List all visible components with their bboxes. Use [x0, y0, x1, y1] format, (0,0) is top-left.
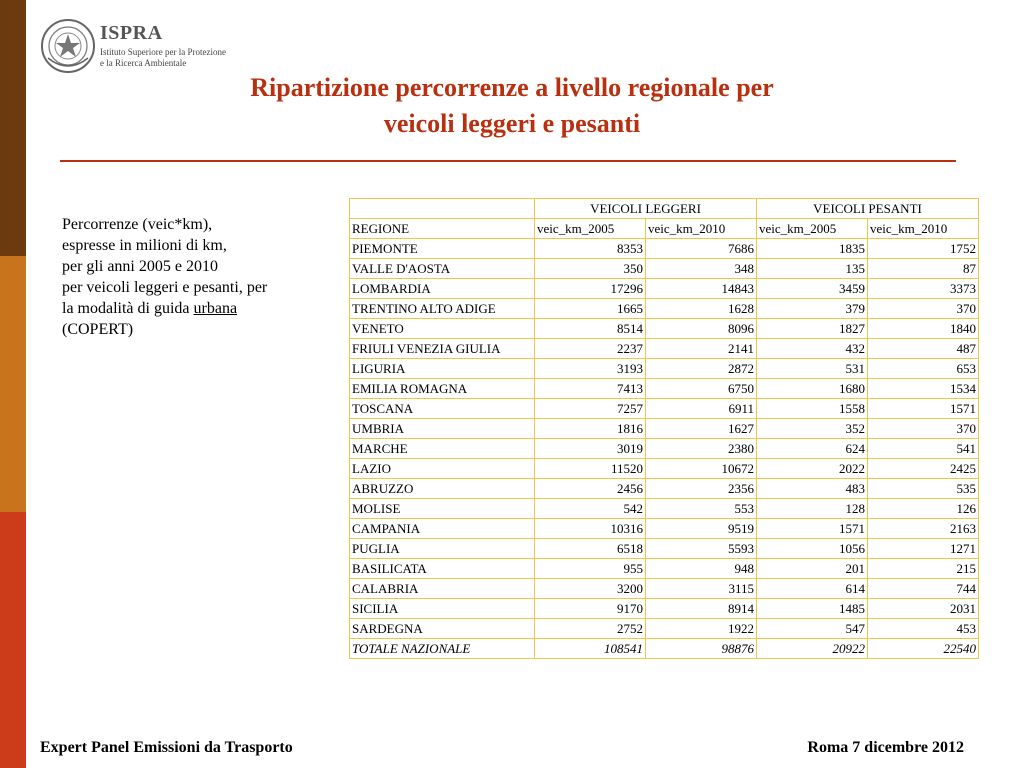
- cell-region: VALLE D'AOSTA: [350, 259, 535, 279]
- cell-pesanti-2005: 1558: [757, 399, 868, 419]
- cell-leggeri-2010: 10672: [646, 459, 757, 479]
- ispra-logo: [40, 18, 280, 76]
- cell-region: CALABRIA: [350, 579, 535, 599]
- logo-subtitle-line2: e la Ricerca Ambientale: [100, 58, 187, 68]
- cell-pesanti-2005: 1485: [757, 599, 868, 619]
- table-column-header-row: [350, 219, 979, 239]
- description-line5: [62, 298, 342, 319]
- cell-leggeri-2005: 542: [535, 499, 646, 519]
- cell-region: SARDEGNA: [350, 619, 535, 639]
- cell-pesanti-2010: 126: [868, 499, 979, 519]
- cell-leggeri-2005: 9170: [535, 599, 646, 619]
- cell-pesanti-2010: 541: [868, 439, 979, 459]
- cell-region: TOTALE NAZIONALE: [350, 639, 535, 659]
- cell-pesanti-2005: 1571: [757, 519, 868, 539]
- cell-pesanti-2005: 20922: [757, 639, 868, 659]
- cell-region: LIGURIA: [350, 359, 535, 379]
- group-header-veicoli-leggeri: VEICOLI LEGGERI: [535, 199, 757, 219]
- cell-pesanti-2010: 1752: [868, 239, 979, 259]
- cell-region: LAZIO: [350, 459, 535, 479]
- cell-leggeri-2010: 1627: [646, 419, 757, 439]
- description-line5-prefix: la modalità di guida: [62, 300, 194, 317]
- cell-region: SICILIA: [350, 599, 535, 619]
- table-group-header-row: [350, 199, 979, 219]
- cell-leggeri-2005: 6518: [535, 539, 646, 559]
- table-row: [350, 319, 979, 339]
- column-header-regione: REGIONE: [350, 219, 535, 239]
- logo-name: ISPRA: [100, 22, 163, 44]
- cell-leggeri-2005: 8514: [535, 319, 646, 339]
- cell-leggeri-2010: 2872: [646, 359, 757, 379]
- cell-leggeri-2005: 955: [535, 559, 646, 579]
- cell-leggeri-2010: 3115: [646, 579, 757, 599]
- table-row: [350, 479, 979, 499]
- cell-pesanti-2010: 1271: [868, 539, 979, 559]
- title-divider: [60, 160, 956, 162]
- column-header-leggeri-2010: veic_km_2010: [646, 219, 757, 239]
- footer-date: Roma 7 dicembre 2012: [807, 739, 964, 756]
- table-row: [350, 599, 979, 619]
- table-row: [350, 399, 979, 419]
- cell-leggeri-2005: 1816: [535, 419, 646, 439]
- cell-leggeri-2010: 9519: [646, 519, 757, 539]
- cell-pesanti-2005: 352: [757, 419, 868, 439]
- footer-event: Expert Panel Emissioni da Trasporto: [40, 739, 293, 756]
- cell-leggeri-2005: 3200: [535, 579, 646, 599]
- table-row: [350, 359, 979, 379]
- cell-leggeri-2005: 11520: [535, 459, 646, 479]
- page-title-line2: veicoli leggeri e pesanti: [383, 109, 641, 138]
- cell-pesanti-2005: 128: [757, 499, 868, 519]
- cell-leggeri-2005: 2456: [535, 479, 646, 499]
- cell-region: TRENTINO ALTO ADIGE: [350, 299, 535, 319]
- cell-leggeri-2005: 2237: [535, 339, 646, 359]
- side-band-top: [0, 0, 26, 256]
- description-line4: per veicoli leggeri e pesanti, per: [62, 279, 268, 296]
- cell-pesanti-2005: 1056: [757, 539, 868, 559]
- cell-pesanti-2005: 3459: [757, 279, 868, 299]
- cell-pesanti-2010: 2163: [868, 519, 979, 539]
- cell-leggeri-2005: 2752: [535, 619, 646, 639]
- table-row: [350, 539, 979, 559]
- cell-leggeri-2010: 7686: [646, 239, 757, 259]
- description-line1: Percorrenze (veic*km),: [62, 216, 213, 233]
- cell-leggeri-2010: 948: [646, 559, 757, 579]
- cell-leggeri-2005: 10316: [535, 519, 646, 539]
- cell-pesanti-2005: 614: [757, 579, 868, 599]
- cell-leggeri-2010: 14843: [646, 279, 757, 299]
- cell-pesanti-2005: 483: [757, 479, 868, 499]
- cell-leggeri-2010: 8914: [646, 599, 757, 619]
- cell-leggeri-2010: 6750: [646, 379, 757, 399]
- cell-leggeri-2005: 3193: [535, 359, 646, 379]
- page-title-line1: Ripartizione percorrenze a livello regionale per: [250, 73, 774, 102]
- cell-pesanti-2005: 379: [757, 299, 868, 319]
- cell-pesanti-2005: 1835: [757, 239, 868, 259]
- cell-leggeri-2010: 1922: [646, 619, 757, 639]
- description-line2: espresse in milioni di km,: [62, 237, 227, 254]
- emblem-icon: [40, 18, 96, 74]
- column-header-pesanti-2010: veic_km_2010: [868, 219, 979, 239]
- cell-leggeri-2010: 1628: [646, 299, 757, 319]
- table-body: [350, 199, 979, 659]
- table-row: [350, 279, 979, 299]
- cell-region: TOSCANA: [350, 399, 535, 419]
- cell-pesanti-2005: 1827: [757, 319, 868, 339]
- cell-pesanti-2005: 432: [757, 339, 868, 359]
- cell-region: FRIULI VENEZIA GIULIA: [350, 339, 535, 359]
- cell-pesanti-2005: 201: [757, 559, 868, 579]
- cell-leggeri-2005: 7413: [535, 379, 646, 399]
- cell-leggeri-2010: 2380: [646, 439, 757, 459]
- column-header-leggeri-2005: veic_km_2005: [535, 219, 646, 239]
- cell-pesanti-2005: 1680: [757, 379, 868, 399]
- cell-region: PIEMONTE: [350, 239, 535, 259]
- cell-pesanti-2005: 531: [757, 359, 868, 379]
- cell-pesanti-2010: 535: [868, 479, 979, 499]
- cell-leggeri-2005: 108541: [535, 639, 646, 659]
- table-row: [350, 439, 979, 459]
- cell-region: EMILIA ROMAGNA: [350, 379, 535, 399]
- cell-pesanti-2010: 1534: [868, 379, 979, 399]
- cell-pesanti-2010: 2031: [868, 599, 979, 619]
- cell-leggeri-2010: 98876: [646, 639, 757, 659]
- description-underlined-word: urbana: [193, 300, 238, 317]
- cell-leggeri-2010: 348: [646, 259, 757, 279]
- cell-pesanti-2010: 370: [868, 299, 979, 319]
- cell-pesanti-2010: 3373: [868, 279, 979, 299]
- side-band-bottom: [0, 512, 26, 768]
- cell-region: PUGLIA: [350, 539, 535, 559]
- table-row: [350, 459, 979, 479]
- column-header-pesanti-2005: veic_km_2005: [757, 219, 868, 239]
- logo-subtitle-line1: Istituto Superiore per la Protezione: [100, 47, 226, 57]
- cell-pesanti-2010: 87: [868, 259, 979, 279]
- cell-leggeri-2005: 7257: [535, 399, 646, 419]
- side-band-middle: [0, 256, 26, 512]
- cell-pesanti-2010: 1840: [868, 319, 979, 339]
- cell-leggeri-2010: 553: [646, 499, 757, 519]
- cell-leggeri-2010: 2141: [646, 339, 757, 359]
- table-row: [350, 619, 979, 639]
- description: [62, 214, 342, 340]
- cell-region: MOLISE: [350, 499, 535, 519]
- cell-pesanti-2010: 1571: [868, 399, 979, 419]
- table-row: [350, 559, 979, 579]
- table-row: [350, 299, 979, 319]
- cell-region: VENETO: [350, 319, 535, 339]
- table-row: [350, 579, 979, 599]
- cell-region: MARCHE: [350, 439, 535, 459]
- cell-pesanti-2005: 135: [757, 259, 868, 279]
- cell-pesanti-2010: 215: [868, 559, 979, 579]
- cell-pesanti-2005: 624: [757, 439, 868, 459]
- cell-region: UMBRIA: [350, 419, 535, 439]
- cell-pesanti-2010: 370: [868, 419, 979, 439]
- description-line6: (COPERT): [62, 321, 134, 338]
- cell-region: BASILICATA: [350, 559, 535, 579]
- page-title: [60, 70, 964, 142]
- cell-pesanti-2005: 547: [757, 619, 868, 639]
- cell-pesanti-2010: 2425: [868, 459, 979, 479]
- cell-leggeri-2005: 8353: [535, 239, 646, 259]
- cell-leggeri-2005: 350: [535, 259, 646, 279]
- cell-leggeri-2010: 8096: [646, 319, 757, 339]
- cell-region: LOMBARDIA: [350, 279, 535, 299]
- cell-pesanti-2005: 2022: [757, 459, 868, 479]
- cell-leggeri-2010: 5593: [646, 539, 757, 559]
- cell-leggeri-2005: 17296: [535, 279, 646, 299]
- cell-region: CAMPANIA: [350, 519, 535, 539]
- table-row: [350, 239, 979, 259]
- cell-leggeri-2010: 6911: [646, 399, 757, 419]
- group-header-veicoli-pesanti: VEICOLI PESANTI: [757, 199, 979, 219]
- cell-leggeri-2010: 2356: [646, 479, 757, 499]
- cell-pesanti-2010: 653: [868, 359, 979, 379]
- table-row: [350, 499, 979, 519]
- description-line3: per gli anni 2005 e 2010: [62, 258, 218, 275]
- table-total-row: [350, 639, 979, 659]
- cell-pesanti-2010: 22540: [868, 639, 979, 659]
- table-row: [350, 259, 979, 279]
- cell-region: ABRUZZO: [350, 479, 535, 499]
- cell-pesanti-2010: 487: [868, 339, 979, 359]
- cell-leggeri-2005: 3019: [535, 439, 646, 459]
- table-row: [350, 519, 979, 539]
- table-row: [350, 419, 979, 439]
- cell-leggeri-2005: 1665: [535, 299, 646, 319]
- cell-pesanti-2010: 453: [868, 619, 979, 639]
- cell-pesanti-2010: 744: [868, 579, 979, 599]
- table-row: [350, 379, 979, 399]
- data-table: [349, 198, 979, 659]
- table-row: [350, 339, 979, 359]
- table-corner-cell: [350, 199, 535, 219]
